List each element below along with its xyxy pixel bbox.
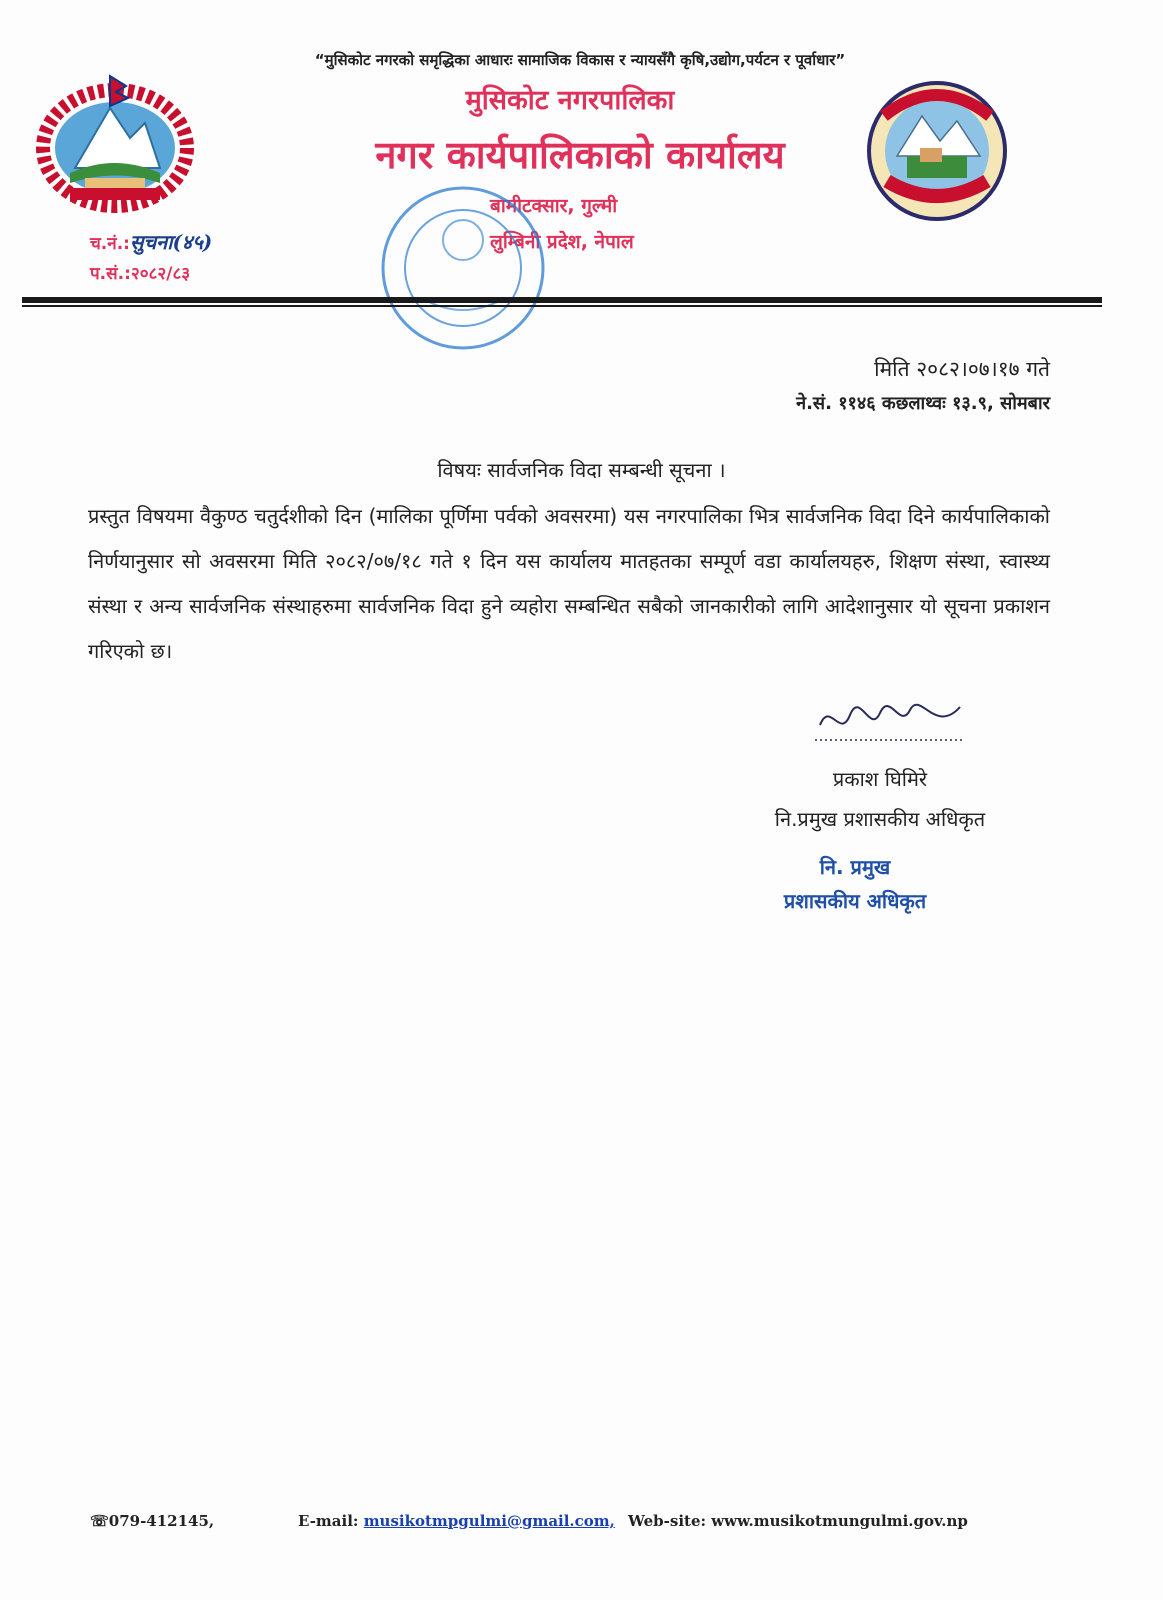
municipality-logo-icon [862,76,1012,226]
office-name: नगर कार्यपालिकाको कार्यालय [375,133,785,177]
designation-stamp [750,850,960,918]
reference-cn-label: च.नं.: [90,234,130,254]
footer-website: Web-site: www.musikotmungulmi.gov.np [628,1512,968,1530]
footer-email [298,1512,615,1530]
signer-name: प्रकाश घिमिरे [832,767,928,791]
municipality-name: मुसिकोट नगरपालिका [465,85,675,116]
signature-icon [810,695,970,750]
reference-ps [90,261,190,284]
reference-cn [90,228,212,255]
subject-line: विषयः सार्वजनिक विदा सम्बन्धी सूचना । [437,458,726,482]
nepal-emblem-icon [30,68,200,218]
date-bs: मिति २०८२।०७।१७ गते [874,357,1050,381]
signer-title: नि.प्रमुख प्रशासकीय अधिकृत [774,807,986,831]
email-link[interactable]: musikotmpgulmi@gmail.com, [363,1512,615,1530]
date-ns: ने.सं. ११४६ कछलाथ्वः १३.९, सोमबार [796,393,1050,414]
address-line-1: बामीटक्सार, गुल्मी [490,195,618,217]
address-line-2: लुम्बिनी प्रदेश, नेपाल [490,231,634,253]
header-divider-thick [22,297,1102,303]
designation-stamp-line1: नि. प्रमुख [819,855,891,879]
footer-phone: ☏079-412145, [90,1512,215,1530]
notice-body: प्रस्तुत विषयमा वैकुण्ठ चतुर्दशीको दिन (मालिका पूर्णिमा पर्वको अवसरमा) यस नगरपालिका भित्र सार्वजनिक विदा दिने कार्यपालिकाको निर्णयानुसार सो अवसरमा मिति २०८२/०७/१८ गते १ दिन यस कार्यालय मातहतका सम्पूर्ण वडा कार्यालयहरु, शिक्षण संस्था, स्वास्थ्य संस्था र अन्य सार्वजनिक संस्थाहरुमा सार्वजनिक विदा हुने व्यहोरा सम्बन्धित सबैको जानकारीको लागि आदेशानुसार यो सूचना प्रकाशन गरिएको छ। [88,504,1050,663]
reference-ps-label: प.सं.: [90,264,131,284]
designation-stamp-line2: प्रशासकीय अधिकृत [783,889,927,913]
footer-email-label: E-mail: [298,1512,364,1530]
header-divider-thin [22,305,1102,307]
office-stamp-icon [375,180,550,355]
motto-text: “मुसिकोट नगरको समृद्धिका आधारः सामाजिक विकास र न्यायसँगै कृषि,उद्योग,पर्यटन र पूर्वाधार” [314,51,846,69]
reference-ps-value: २०८२/८३ [130,264,191,284]
reference-cn-value: सुचना(४५) [129,230,213,254]
